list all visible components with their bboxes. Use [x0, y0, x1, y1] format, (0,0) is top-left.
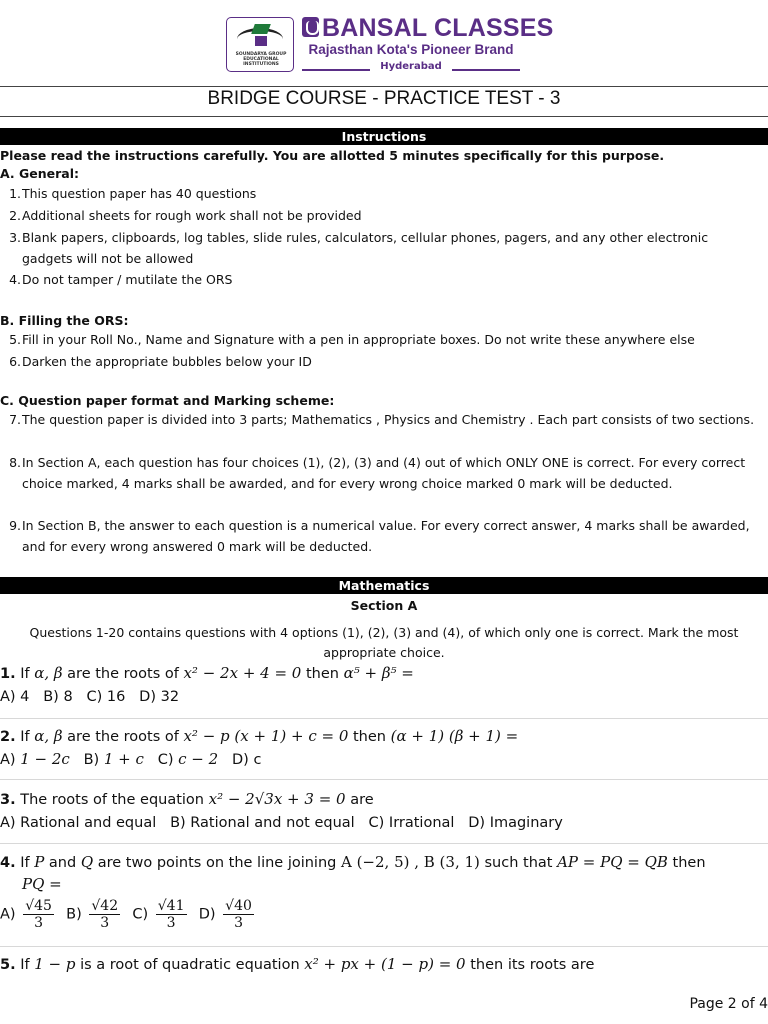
- option-label: B): [83, 752, 100, 768]
- instruction-text: Fill in your Roll No., Name and Signature with a pen in appropriate boxes. Do not write these anywhere else: [22, 332, 695, 347]
- option-label: C): [157, 752, 174, 768]
- math-expression: PQ =: [22, 875, 62, 893]
- instruction-item: [7, 330, 762, 351]
- instruction-text: Darken the appropriate bubbles below your ID: [22, 354, 312, 369]
- instruction-item: [7, 352, 762, 373]
- question-text: If: [20, 666, 30, 682]
- question-text: are two points on the line joining: [97, 855, 337, 871]
- instruction-item: [7, 184, 762, 205]
- math-expression: α⁵ + β⁵ =: [343, 664, 414, 682]
- option-label: A): [0, 906, 16, 923]
- instruction-number: 9.: [9, 518, 21, 533]
- fraction-numerator: √45: [25, 898, 52, 914]
- building-icon: [255, 36, 267, 46]
- question-text: such that: [484, 855, 553, 871]
- header-rule-top: [0, 86, 768, 87]
- logo-text: SOUNDARYA GROUP EDUCATIONAL INSTITUTIONS: [235, 52, 287, 67]
- option-label: D): [198, 906, 216, 923]
- instruction-text: In Section B, the answer to each question is a numerical value. For every correct answer, 4 marks shall be awarded, and for every wrong answered 0 mark will be deducted.: [22, 518, 750, 554]
- instruction-number: 8.: [9, 455, 21, 470]
- option-label: A): [0, 752, 16, 768]
- option-label: B): [66, 906, 82, 923]
- question-text: The roots of the equation: [20, 792, 204, 808]
- instruction-number: 7.: [9, 412, 21, 427]
- instruction-number: 1.: [9, 186, 21, 201]
- option-label: C): [132, 906, 149, 923]
- question-number: 2.: [0, 729, 16, 745]
- page-header: [0, 14, 768, 76]
- question-3: [0, 790, 768, 808]
- math-expression: x² − p (x + 1) + c = 0: [183, 727, 349, 745]
- instruction-text: Blank papers, clipboards, log tables, slide rules, calculators, cellular phones, pagers, and any other electronic gadgets will not be allowed: [22, 230, 709, 266]
- option-d: c: [253, 752, 262, 768]
- question-text: then: [672, 855, 706, 871]
- math-expression: x² − 2x + 4 = 0: [183, 664, 302, 682]
- question-4: [0, 853, 768, 871]
- instructions-intro: Please read the instructions carefully. You are allotted 5 minutes specifically for this purpose.: [0, 148, 665, 163]
- header-rule-bottom: [0, 116, 768, 117]
- instruction-item: [7, 270, 762, 291]
- instruction-item: [7, 410, 762, 431]
- math-expression: A (−2, 5) , B (3, 1): [340, 853, 480, 871]
- city-divider-right: [452, 69, 520, 71]
- instruction-item: [7, 228, 762, 269]
- brand-name: BANSAL CLASSES: [322, 14, 554, 42]
- instruction-text: The question paper is divided into 3 parts; Mathematics , Physics and Chemistry . Each part consists of two sections.: [22, 412, 755, 427]
- question-4-continuation: [22, 875, 222, 893]
- section-a-heading: Section A: [350, 598, 418, 613]
- question-divider: [0, 946, 768, 947]
- page-number: Page 2 of 4: [689, 996, 768, 1012]
- format-heading: C. Question paper format and Marking scheme:: [0, 393, 335, 408]
- math-expression: x² − 2√3x + 3 = 0: [208, 790, 346, 808]
- question-text: If: [20, 729, 30, 745]
- instruction-text: Additional sheets for rough work shall not be provided: [22, 208, 362, 223]
- option-a: 1 − 2c: [20, 750, 70, 768]
- question-text: then: [305, 666, 339, 682]
- fraction-numerator: √42: [91, 898, 119, 914]
- instruction-text: Do not tamper / mutilate the ORS: [22, 272, 233, 287]
- instruction-number: 4.: [9, 272, 21, 287]
- question-2: [0, 727, 768, 745]
- option-d-fraction: [223, 898, 254, 931]
- test-title: BRIDGE COURSE - PRACTICE TEST - 3: [207, 88, 561, 109]
- fraction-denominator: 3: [166, 915, 176, 931]
- question-number: 3.: [0, 792, 16, 808]
- question-1-options: A) 4 B) 8 C) 16 D) 32: [0, 689, 180, 705]
- math-expression: α, β: [34, 727, 63, 745]
- math-expression: Q: [80, 853, 94, 871]
- instruction-item: [7, 453, 762, 494]
- question-text: are the roots of: [67, 729, 179, 745]
- fraction-denominator: 3: [234, 915, 243, 931]
- institution-logo: [226, 17, 294, 72]
- option-label: D): [232, 752, 249, 768]
- math-expression: (α + 1) (β + 1) =: [390, 727, 519, 745]
- instruction-item: [7, 206, 762, 227]
- instruction-number: 6.: [9, 354, 21, 369]
- instruction-text: In Section A, each question has four choices (1), (2), (3) and (4) out of which ONLY ONE is correct. For every correct choice marked, 4 marks shall be awarded, and for every wrong choice marked 0 mark will be deducted.: [22, 455, 746, 491]
- option-b-fraction: [89, 898, 120, 931]
- math-expression: 1 − p: [34, 955, 76, 973]
- question-text: If: [20, 855, 30, 871]
- general-heading: A. General:: [0, 166, 80, 181]
- question-number: 4.: [0, 855, 16, 871]
- math-expression: AP = PQ = QB: [557, 853, 668, 871]
- question-3-options: A) Rational and equal B) Rational and not equal C) Irrational D) Imaginary: [0, 815, 563, 831]
- math-expression: α, β: [34, 664, 63, 682]
- instruction-item: [7, 516, 762, 557]
- fraction-denominator: 3: [34, 915, 44, 931]
- brand-city: Hyderabad: [380, 61, 442, 72]
- question-5: [0, 955, 768, 973]
- question-4-options: [0, 898, 768, 931]
- ors-heading: B. Filling the ORS:: [0, 313, 129, 328]
- instruction-number: 5.: [9, 332, 21, 347]
- question-2-options: [0, 750, 768, 768]
- option-c: c − 2: [178, 750, 219, 768]
- question-text: are: [350, 792, 374, 808]
- math-expression: x² + px + (1 − p) = 0: [304, 955, 466, 973]
- question-divider: [0, 718, 768, 719]
- instruction-number: 3.: [9, 230, 21, 245]
- instructions-heading: Instructions: [0, 128, 768, 145]
- question-text: then: [353, 729, 386, 745]
- question-text: and: [48, 855, 77, 871]
- instruction-number: 2.: [9, 208, 21, 223]
- question-text: is a root of quadratic equation: [80, 957, 300, 973]
- section-note: Questions 1-20 contains questions with 4 options (1), (2), (3) and (4), of which only one is correct. Mark the most appropriate choice.: [29, 625, 739, 660]
- math-expression: P: [34, 853, 45, 871]
- brand-emblem-icon: [302, 17, 319, 37]
- question-number: 1.: [0, 666, 16, 682]
- option-c-fraction: [156, 898, 187, 931]
- fraction-denominator: 3: [100, 915, 110, 931]
- option-b: 1 + c: [103, 750, 144, 768]
- instruction-text: This question paper has 40 questions: [22, 186, 257, 201]
- question-divider: [0, 843, 768, 844]
- question-text: then its roots are: [470, 957, 595, 973]
- question-text: are the roots of: [67, 666, 179, 682]
- option-a-fraction: [23, 898, 54, 931]
- fraction-numerator: √41: [157, 898, 185, 914]
- question-divider: [0, 779, 768, 780]
- question-text: If: [20, 957, 30, 973]
- question-1: [0, 664, 768, 682]
- question-number: 5.: [0, 957, 16, 973]
- brand-tagline: Rajasthan Kota's Pioneer Brand: [308, 42, 514, 57]
- fraction-numerator: √40: [225, 898, 252, 914]
- mathematics-heading: Mathematics: [0, 577, 768, 594]
